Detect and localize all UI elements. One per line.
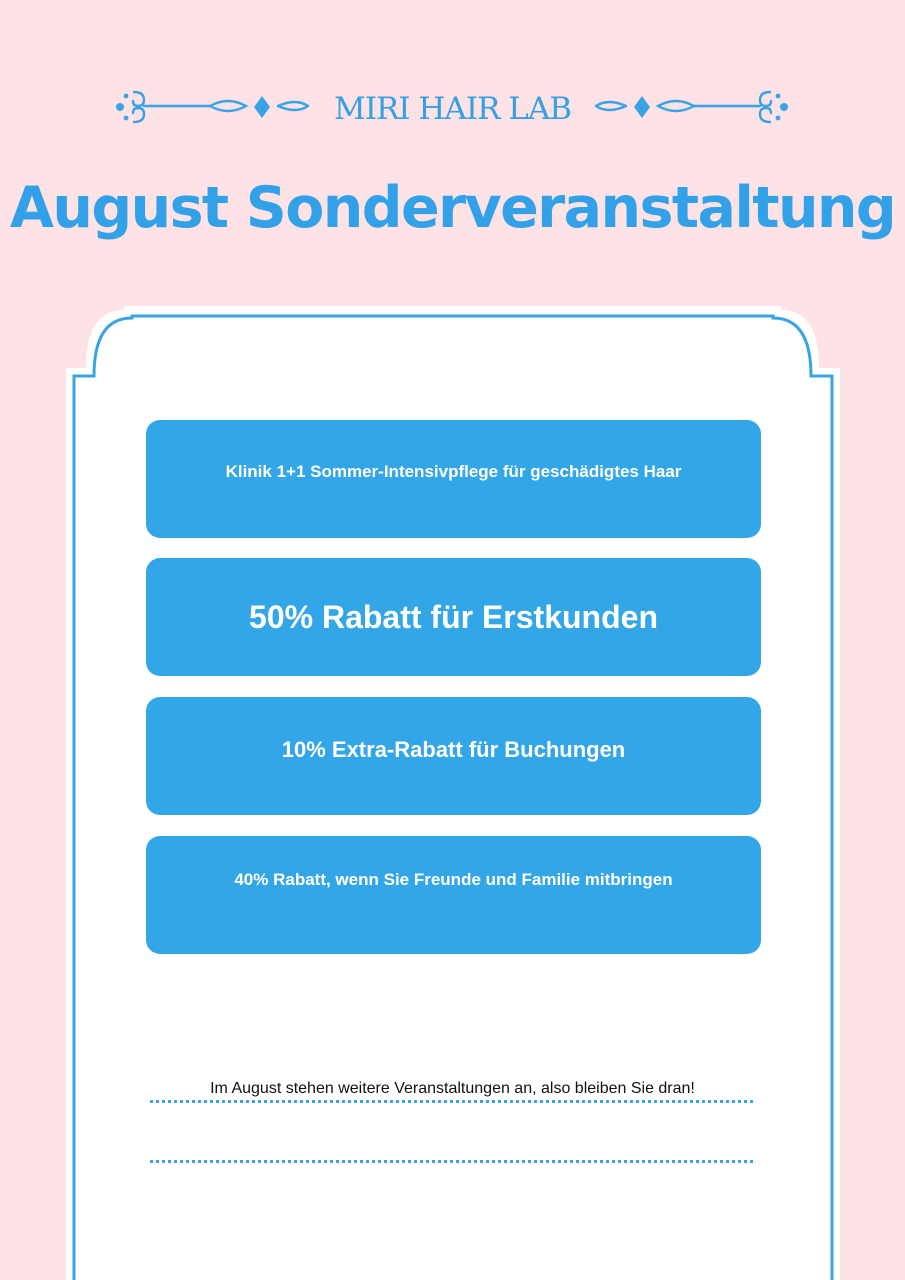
offer-label: 10% Extra-Rabatt für Buchungen: [281, 737, 626, 762]
flourish-right-icon: [592, 84, 792, 130]
footer-note: Im August stehen weitere Veranstaltungen an, also bleiben Sie dran!: [210, 1080, 695, 1097]
offer-label: 40% Rabatt, wenn Sie Freunde und Familie mitbringen: [234, 870, 673, 889]
dotted-divider: [150, 1100, 753, 1103]
flourish-left-icon: [112, 84, 312, 130]
offer-card-booking-discount: [146, 697, 761, 815]
brand-name: MIRI HAIR LAB: [333, 91, 572, 127]
offer-card-intensive-care: [146, 420, 761, 538]
offer-card-friends-family: [146, 836, 761, 954]
offer-card-first-customer: [146, 558, 761, 676]
dotted-divider: [150, 1160, 753, 1163]
offer-label: Klinik 1+1 Sommer-Intensivpflege für geschädigtes Haar: [225, 462, 682, 481]
offer-label: 50% Rabatt für Erstkunden: [249, 598, 658, 635]
page-title: August Sonderveranstaltung: [9, 175, 896, 241]
